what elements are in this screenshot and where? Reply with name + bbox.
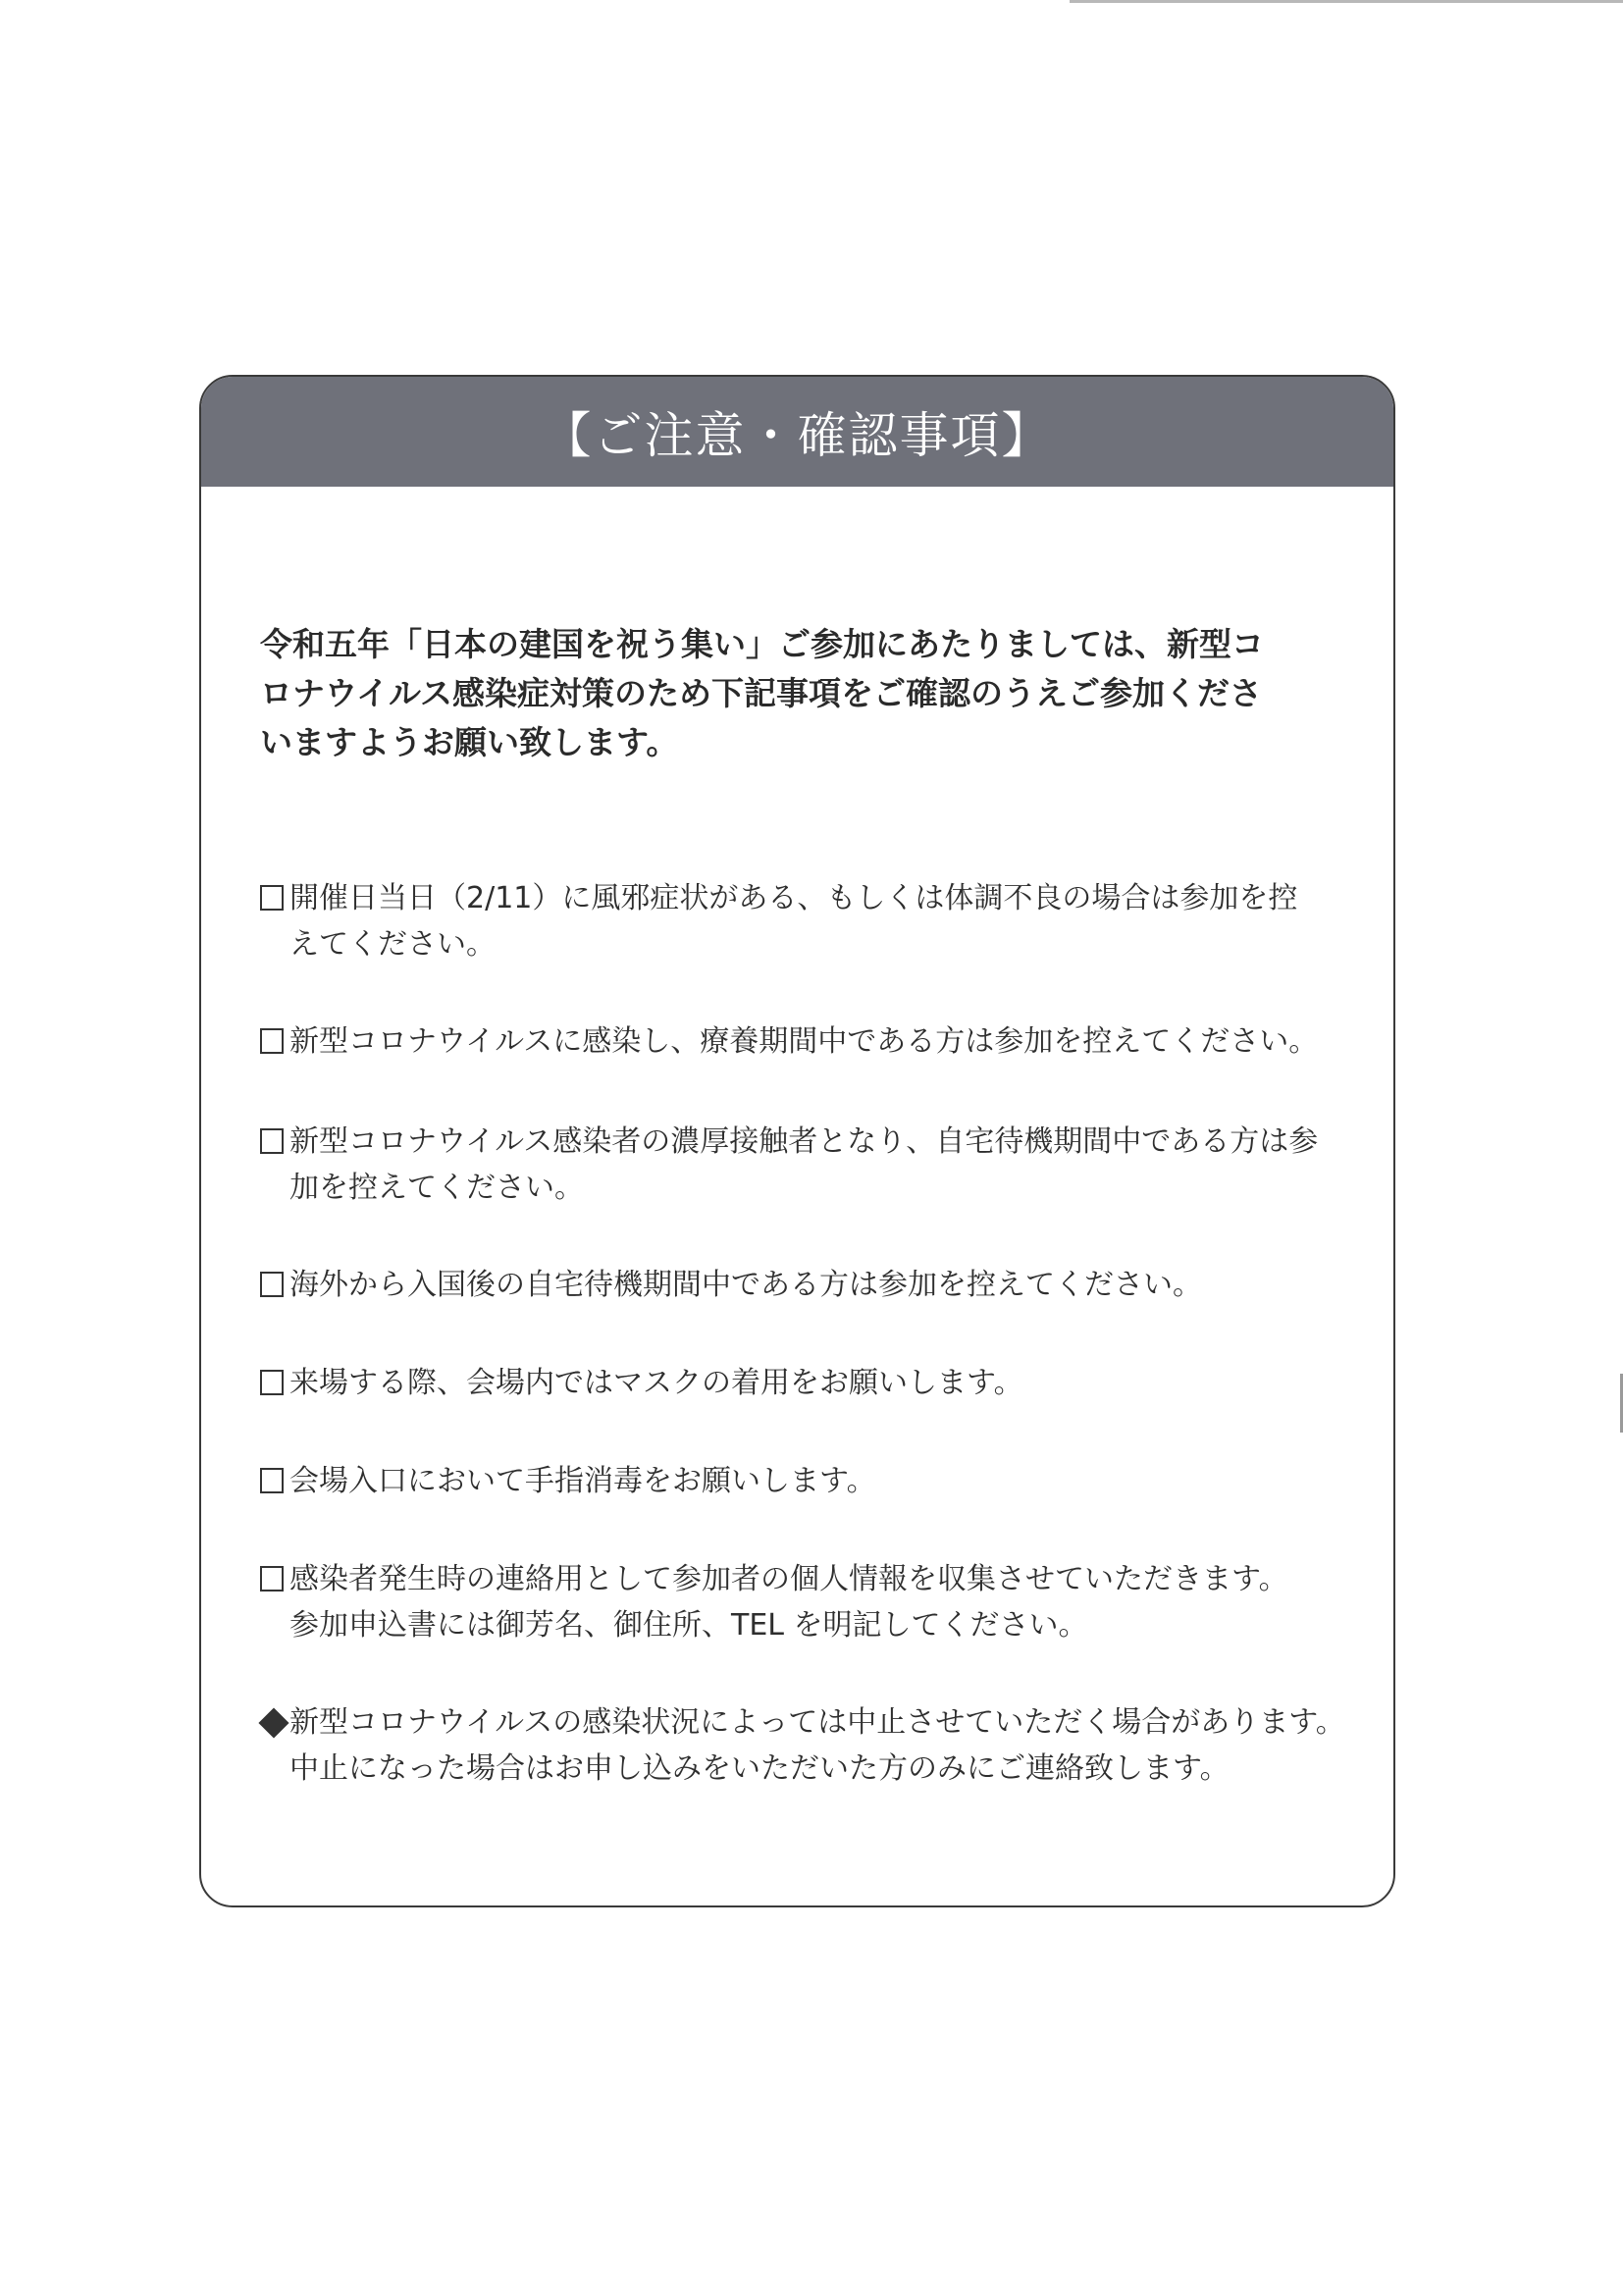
notice-item-text: 来場する際、会場内ではマスクの着用をお願いします。 xyxy=(289,1366,1023,1400)
checkbox-icon xyxy=(260,1272,284,1297)
notice-header xyxy=(201,377,1393,487)
notice-item xyxy=(260,1360,1359,1409)
notice-item xyxy=(260,1262,1359,1311)
notice-items-list xyxy=(260,875,1359,1792)
diamond-bullet-icon xyxy=(258,1707,288,1738)
checkbox-icon xyxy=(260,885,284,911)
notice-item xyxy=(260,1018,1359,1068)
checkbox-icon xyxy=(260,1370,284,1395)
notice-item-text: 新型コロナウイルスの感染状況によっては中止させていただく場合があります。 中止になった場合はお申し込みをいただいた方のみにご連絡致します。 xyxy=(289,1705,1345,1786)
notice-item-warning xyxy=(260,1699,1359,1792)
intro-paragraph: 令和五年「日本の建国を祝う集い」ご参加にあたりましては、新型コ ロナウイルス感染症対策のため下記事項をご確認のうえご参加くださ いますようお願い致します。 xyxy=(260,625,1264,761)
notice-item-text: 開催日当日（2/11）に風邪症状がある、もしくは体調不良の場合は参加を控 えてください。 xyxy=(289,881,1298,962)
notice-box xyxy=(199,375,1395,1907)
notice-item xyxy=(260,875,1359,967)
checkbox-icon xyxy=(260,1128,284,1154)
notice-title: 【ご注意・確認事項】 xyxy=(542,407,1053,464)
notice-item xyxy=(260,1119,1359,1211)
checkbox-icon xyxy=(260,1468,284,1493)
notice-item-text: 海外から入国後の自宅待機期間中である方は参加を控えてください。 xyxy=(289,1268,1202,1302)
notice-item-text: 新型コロナウイルス感染者の濃厚接触者となり、自宅待機期間中である方は参 加を控えてください。 xyxy=(289,1124,1319,1205)
notice-item-text: 新型コロナウイルスに感染し、療養期間中である方は参加を控えてください。 xyxy=(289,1024,1319,1059)
notice-item-text: 会場入口において手指消毒をお願いします。 xyxy=(289,1464,876,1498)
checkbox-icon xyxy=(260,1566,284,1592)
scan-edge-top xyxy=(1070,0,1623,3)
checkbox-icon xyxy=(260,1028,284,1054)
notice-item xyxy=(260,1556,1359,1648)
notice-item xyxy=(260,1458,1359,1507)
notice-item-text: 感染者発生時の連絡用として参加者の個人情報を収集させていただきます。 参加申込書には御芳名、御住所、TEL を明記してください。 xyxy=(289,1562,1288,1643)
